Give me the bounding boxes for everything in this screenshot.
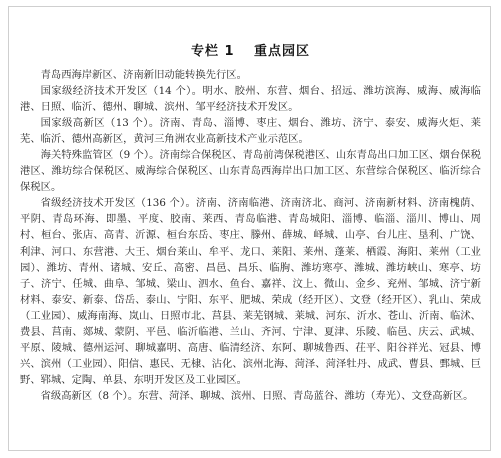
- paragraph-provincial-hitech: 省级高新区（8 个）。东营、菏泽、聊城、滨州、日照、青岛蓝谷、潍坊（寿光）、文登高新区。: [40, 389, 474, 402]
- column-title: 专栏 1 重点园区: [190, 44, 311, 59]
- paragraph-customs-zones: 海关特殊监管区（9 个）。济南综合保税区、青岛前湾保税港区、山东青岛出口加工区、烟台保税港区、潍坊综合保税区、威海综合保税区、山东青岛西海岸出口加工区、东营综合保税区、临沂综合保税区。: [20, 149, 481, 194]
- paragraph-national-hitech: 国家级高新区（13 个）。济南、青岛、淄博、枣庄、烟台、潍坊、济宁、泰安、威海火炬、莱芜、临沂、德州高新区，黄河三角洲农业高新技术产业示范区。: [20, 117, 481, 146]
- paragraph-new-areas: 青岛西海岸新区、济南新旧动能转换先行区。: [40, 69, 247, 81]
- paragraph-national-etdz: 国家级经济技术开发区（14 个）。明水、胶州、东营、烟台、招远、潍坊滨海、威海、威海临港、日照、临沂、德州、聊城、滨州、邹平经济技术开发区。: [20, 85, 481, 114]
- paragraph-provincial-etdz: 省级经济技术开发区（136 个）。济南、济南临港、济南济北、商河、济南新材料、济南槐荫、平阴、青岛环海、即墨、平度、胶南、莱西、青岛临港、青岛城阳、淄博、临淄、淄川、博山、周村、桓台、张店、高青、沂源、桓台东岳、枣庄、滕州、薛城、峄城、山亭、台儿庄、垦利、广饶、利津、河口、东营港、大王、烟台莱山、牟平、龙口、莱阳、莱州、蓬莱、栖霞、海阳、莱州（工业园）、潍坊、青州、诸城、安丘、高密、昌邑、昌乐、临朐、潍坊寒亭、潍城、潍坊峡山、寒亭、坊子、济宁、任城、曲阜、邹城、梁山、泗水、鱼台、嘉祥、汶上、微山、金乡、兖州、邹城、济宁新材料、泰安、新泰、岱岳、泰山、宁阳、东平、肥城、荣成（经开区）、文登（经开区）、乳山、荣成（工业园）、威海南海、岚山、日照市北、莒县、莱芜钢城、莱城、河东、沂水、苍山、沂南、临沭、费县、莒南、郯城、蒙阴、平邑、临沂临港、兰山、齐河、宁津、夏津、乐陵、临邑、庆云、武城、平原、陵城、德州运河、聊城嘉明、高唐、临清经济、东阿、聊城鲁西、茌平、阳谷祥光、冠县、博兴、滨州（工业园）、阳信、惠民、无棣、沾化、滨州北海、菏泽、菏泽牡丹、成武、曹县、鄄城、巨野、郓城、定陶、单县、东明开发区及工业园区。: [20, 197, 481, 386]
- column-body: [20, 67, 481, 404]
